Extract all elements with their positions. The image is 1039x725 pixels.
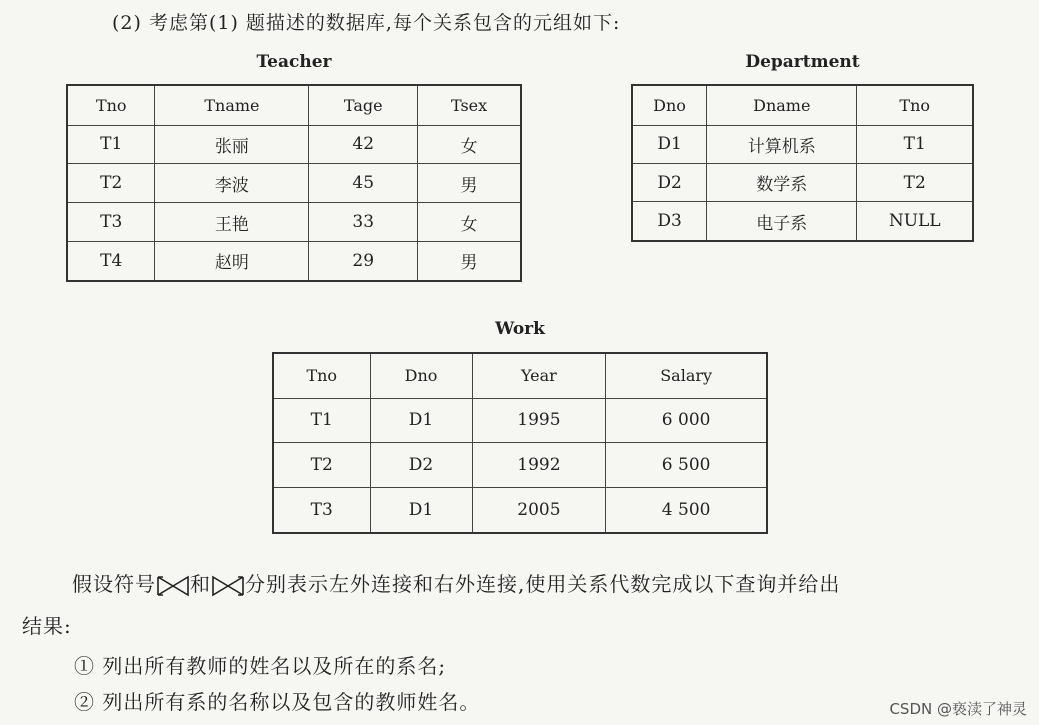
- table-cell: 李波: [155, 164, 309, 203]
- right-outer-join-symbol: [211, 575, 245, 597]
- table-cell: NULL: [857, 202, 973, 241]
- department-table: [631, 84, 974, 242]
- teacher-table-title: Teacher: [256, 52, 332, 72]
- table-cell: D3: [632, 202, 707, 241]
- table-cell: 女: [418, 203, 521, 242]
- table-row: [273, 443, 767, 488]
- work-table: [272, 352, 768, 534]
- table-cell: 计算机系: [707, 125, 857, 163]
- column-header: Tno: [857, 85, 973, 125]
- table-row: [273, 487, 767, 533]
- heading: (2) 考虑第(1) 题描述的数据库,每个关系包含的元组如下:: [112, 12, 621, 34]
- column-header: Dname: [707, 85, 857, 125]
- table-cell: 29: [309, 241, 418, 281]
- table-cell: 1992: [472, 443, 606, 488]
- column-header: Dno: [370, 353, 472, 398]
- table-row: [67, 203, 521, 242]
- table-cell: T1: [273, 398, 370, 443]
- left-outer-join-symbol: [156, 575, 190, 597]
- table-cell: 张丽: [155, 125, 309, 164]
- table-cell: 男: [418, 164, 521, 203]
- question-1: ① 列出所有教师的姓名以及所在的系名;: [74, 654, 447, 678]
- paragraph-line-2: 结果:: [22, 614, 72, 638]
- table-cell: 33: [309, 203, 418, 242]
- column-header: Tno: [273, 353, 370, 398]
- table-cell: T4: [67, 241, 155, 281]
- table-header-row: [273, 353, 767, 398]
- column-header: Year: [472, 353, 606, 398]
- table-cell: 45: [309, 164, 418, 203]
- paragraph-text: 和: [190, 572, 211, 596]
- table-cell: 王艳: [155, 203, 309, 242]
- table-cell: T2: [273, 443, 370, 488]
- work-table-title: Work: [495, 319, 545, 339]
- table-cell: 6 000: [606, 398, 767, 443]
- column-header: Salary: [606, 353, 767, 398]
- table-cell: D1: [632, 125, 707, 163]
- table-header-row: [67, 85, 521, 125]
- table-row: [67, 164, 521, 203]
- column-header: Tage: [309, 85, 418, 125]
- table-cell: D2: [632, 163, 707, 201]
- department-table-title: Department: [745, 52, 860, 72]
- table-cell: T2: [857, 163, 973, 201]
- table-cell: 42: [309, 125, 418, 164]
- watermark: CSDN @亵渎了神灵: [889, 700, 1027, 718]
- table-cell: 男: [418, 241, 521, 281]
- table-row: [632, 125, 973, 163]
- table-cell: 数学系: [707, 163, 857, 201]
- table-cell: 赵明: [155, 241, 309, 281]
- table-cell: 女: [418, 125, 521, 164]
- table-row: [632, 163, 973, 201]
- table-cell: T3: [67, 203, 155, 242]
- table-cell: 电子系: [707, 202, 857, 241]
- instruction-paragraph: [72, 568, 840, 597]
- column-header: Tname: [155, 85, 309, 125]
- column-header: Tsex: [418, 85, 521, 125]
- table-cell: 4 500: [606, 487, 767, 533]
- column-header: Tno: [67, 85, 155, 125]
- question-2: ② 列出所有系的名称以及包含的教师姓名。: [74, 690, 481, 714]
- table-cell: D2: [370, 443, 472, 488]
- table-cell: 2005: [472, 487, 606, 533]
- table-cell: T1: [67, 125, 155, 164]
- table-cell: T1: [857, 125, 973, 163]
- paragraph-text: 分别表示左外连接和右外连接,使用关系代数完成以下查询并给出: [245, 572, 841, 596]
- table-row: [67, 125, 521, 164]
- table-cell: T2: [67, 164, 155, 203]
- column-header: Dno: [632, 85, 707, 125]
- table-row: [273, 398, 767, 443]
- table-cell: 6 500: [606, 443, 767, 488]
- table-cell: D1: [370, 487, 472, 533]
- table-cell: D1: [370, 398, 472, 443]
- table-header-row: [632, 85, 973, 125]
- table-row: [67, 241, 521, 281]
- table-cell: T3: [273, 487, 370, 533]
- paragraph-text: 假设符号: [72, 572, 156, 596]
- table-cell: 1995: [472, 398, 606, 443]
- table-row: [632, 202, 973, 241]
- teacher-table: [66, 84, 522, 282]
